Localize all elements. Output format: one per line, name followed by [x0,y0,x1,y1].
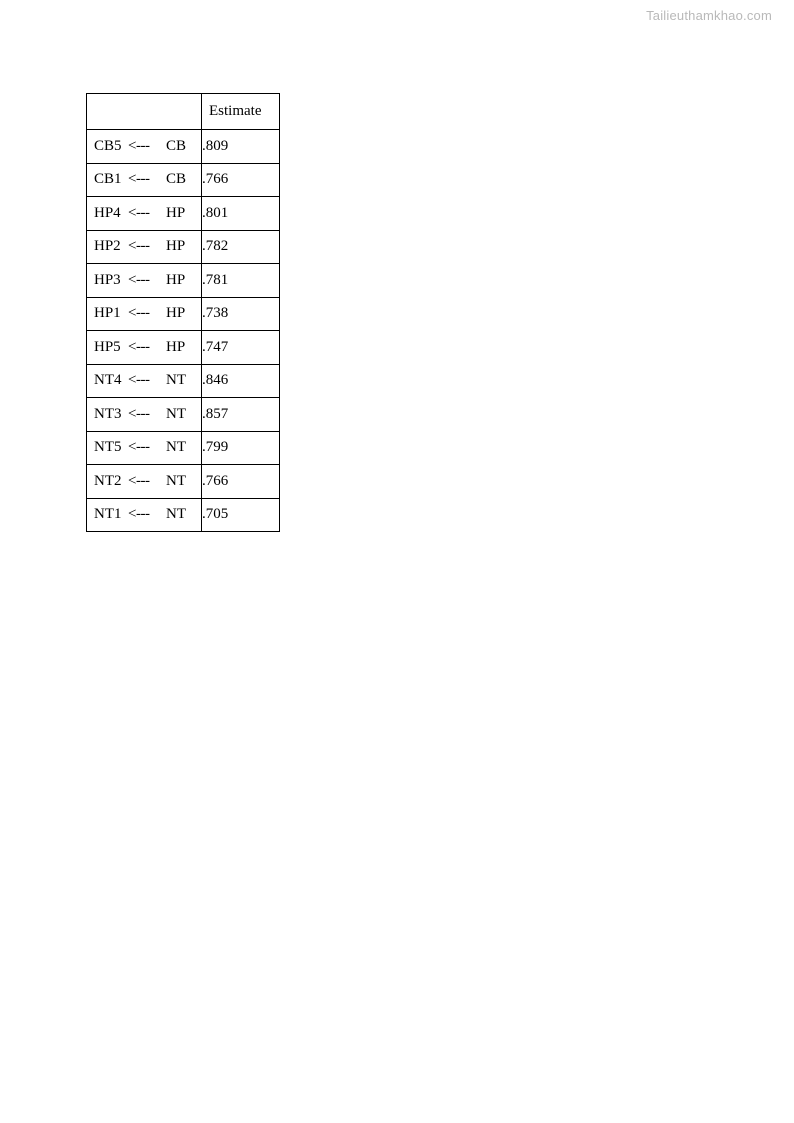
relationship-cell [87,130,202,164]
watermark: Tailieuthamkhao.com [646,8,772,23]
relationship-cell [87,498,202,532]
relationship-inner [87,305,201,322]
table-row [87,398,280,432]
relationship-inner [87,138,201,155]
construct-label: HP [166,204,186,221]
relationship-cell [87,230,202,264]
relationship-inner [87,171,201,188]
table-row [87,465,280,499]
estimate-value: .766 [202,163,280,197]
column-header-estimate: Estimate [202,94,280,130]
table-row [87,130,280,164]
indicator-label: NT5 [94,439,122,456]
construct-label: HP [166,338,186,355]
left-arrow-icon: <--- [128,271,150,288]
left-arrow-icon: <--- [128,137,150,154]
construct-label: NT [166,472,186,489]
table-row [87,364,280,398]
estimate-value: .738 [202,297,280,331]
relationship-cell [87,297,202,331]
left-arrow-icon: <--- [128,305,150,322]
estimate-value: .799 [202,431,280,465]
estimate-value: .801 [202,197,280,231]
relationship-cell [87,163,202,197]
relationship-cell [87,431,202,465]
table-row [87,163,280,197]
estimate-value: .781 [202,264,280,298]
relationship-cell [87,331,202,365]
table-row [87,297,280,331]
left-arrow-icon: <--- [128,338,150,355]
construct-label: NT [166,372,186,389]
relationship-cell [87,398,202,432]
estimate-value: .809 [202,130,280,164]
relationship-cell [87,465,202,499]
table-corner-cell [87,94,202,130]
estimate-value: .705 [202,498,280,532]
indicator-label: HP3 [94,271,121,288]
relationship-inner [87,439,201,456]
relationship-inner [87,272,201,289]
estimate-value: .857 [202,398,280,432]
table-row [87,331,280,365]
table-header [87,94,280,130]
relationship-inner [87,205,201,222]
relationship-inner [87,506,201,523]
left-arrow-icon: <--- [128,238,150,255]
left-arrow-icon: <--- [128,506,150,523]
indicator-label: CB1 [94,171,122,188]
indicator-label: NT2 [94,472,122,489]
indicator-label: HP2 [94,238,121,255]
estimate-value: .747 [202,331,280,365]
left-arrow-icon: <--- [128,439,150,456]
relationship-inner [87,372,201,389]
left-arrow-icon: <--- [128,372,150,389]
indicator-label: HP1 [94,305,121,322]
indicator-label: NT4 [94,372,122,389]
construct-label: NT [166,439,186,456]
relationship-inner [87,406,201,423]
construct-label: CB [166,137,187,154]
estimates-table [86,93,280,532]
table-row [87,498,280,532]
indicator-label: NT1 [94,506,122,523]
left-arrow-icon: <--- [128,204,150,221]
left-arrow-icon: <--- [128,171,150,188]
relationship-inner [87,473,201,490]
indicator-label: CB5 [94,137,122,154]
left-arrow-icon: <--- [128,405,150,422]
table-row [87,197,280,231]
construct-label: CB [166,171,187,188]
table-row [87,264,280,298]
construct-label: HP [166,238,186,255]
relationship-cell [87,264,202,298]
relationship-inner [87,339,201,356]
construct-label: HP [166,271,186,288]
relationship-cell [87,197,202,231]
estimate-value: .846 [202,364,280,398]
estimate-value: .782 [202,230,280,264]
table-body [87,130,280,532]
construct-label: HP [166,305,186,322]
construct-label: NT [166,405,186,422]
estimate-value: .766 [202,465,280,499]
indicator-label: HP4 [94,204,121,221]
relationship-cell [87,364,202,398]
relationship-inner [87,238,201,255]
indicator-label: HP5 [94,338,121,355]
construct-label: NT [166,506,186,523]
table-row [87,431,280,465]
table-row [87,230,280,264]
left-arrow-icon: <--- [128,472,150,489]
indicator-label: NT3 [94,405,122,422]
table-header-row [87,94,280,130]
